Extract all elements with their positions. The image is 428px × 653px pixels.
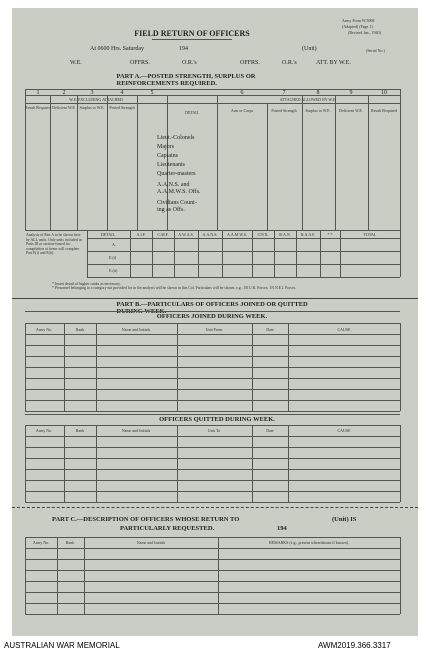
rank-majors: Majors (157, 144, 174, 150)
footnote-1: * Insert detail of higher ranks as necessary. (52, 281, 121, 286)
col-num-5: 5 (150, 90, 154, 96)
we-att: ATT. BY W.E. (316, 60, 351, 66)
analysis-head-aans: A.A.N.S. (202, 232, 218, 237)
footnote-2: * Personnel belonging to a category not provided for in the analysis will be shown in this Col. Particulars will be shown, e.g., 1R U.K. Forces; 1N N.E.I. Forces. (52, 286, 297, 290)
detail-header: DETAIL (184, 110, 200, 115)
part-a-title: PART A.—POSTED STRENGTH, SURPLUS OR REINFORCEMENTS REQUIRED. (116, 73, 256, 87)
col-head-9: Deficient W.E. (339, 108, 363, 113)
rank-captains: Captains (157, 153, 178, 159)
analysis-detail: DETAIL (100, 232, 116, 237)
part-c-year: 194 (277, 525, 287, 532)
part-c-col-rank: Rank (65, 540, 75, 545)
analysis-head-aif: A.I.F. (136, 232, 146, 237)
form-ref-3: (Revised Jan., 1940) (348, 30, 381, 35)
we-offrs-2: OFFRS. (240, 60, 260, 66)
rank-civilians-2: ing as Offs. (157, 207, 185, 213)
col-head-6: Arm or Corps (230, 108, 254, 113)
col-num-1: 1 (36, 90, 40, 96)
quitted-col-date: Date (266, 428, 274, 433)
col-head-8: Surplus to W.E. (305, 108, 331, 113)
we-offrs-1: OFFRS. (130, 60, 150, 66)
time-serial: (Serial No.) (366, 48, 385, 53)
col-head-7: Posted Strength (271, 108, 297, 113)
part-b-title: PART B.—PARTICULARS OF OFFICERS JOINED OR QUITTED DURING WEEK. (116, 301, 308, 315)
analysis-row-ei: E.(i) (109, 255, 117, 260)
we-label: W.E. (70, 60, 82, 66)
col-num-6: 6 (240, 90, 244, 96)
rank-aans: A.A.N.S. and (157, 182, 190, 188)
rank-aamws: A.A.M.W.S. Offs. (157, 189, 201, 195)
form-ref-1: Army Form W.3008 (342, 18, 375, 23)
analysis-row-eii: E.(ii) (109, 268, 118, 273)
quitted-col-name: Name and Initials (121, 428, 151, 433)
part-c-line2: PARTICULARLY REQUESTED. (120, 525, 215, 532)
quitted-col-unit-to: Unit To (207, 428, 221, 433)
we-ors-1: O.R.'s (182, 60, 197, 66)
col-num-3: 3 (90, 90, 94, 96)
analysis-note: Analysis of Part A to be shown here by ALL units. Only units included in Parts III or section-issued for compilation of items will complete Part E(i) and E(ii). (26, 233, 82, 256)
joined-col-cause: CAUSE (337, 327, 351, 332)
joined-col-name: Name and Initials (121, 327, 151, 332)
we-ors-2: O.R.'s (282, 60, 297, 66)
analysis-head-awas: A.W.A.S. (178, 232, 194, 237)
time-unit: (Unit) (302, 46, 317, 52)
col-num-4: 4 (120, 90, 124, 96)
rank-civilians: Civilians Count- (157, 200, 197, 206)
part-c-col-remarks: REMARKS (e.g., present whereabouts if known). (269, 540, 349, 545)
footer-accession: AWM2019.366.3317 (318, 641, 391, 650)
quitted-col-army-no: Army No. (35, 428, 53, 433)
col-num-2: 2 (62, 90, 66, 96)
col-head-4: Posted Strength (109, 105, 135, 110)
we-excluding-header: W.E. EXCLUDING ATTACHED (69, 97, 123, 102)
footer-bar (0, 641, 428, 653)
quitted-title: OFFICERS QUITTED DURING WEEK. (159, 416, 275, 423)
col-head-10: Result Required (371, 108, 397, 113)
rank-qm: Quarter-masters (157, 171, 196, 177)
footer-credit: AUSTRALIAN WAR MEMORIAL (4, 641, 120, 650)
quitted-col-cause: CAUSE (337, 428, 351, 433)
analysis-head-aamws: A.A.M.W.S. (227, 232, 247, 237)
joined-col-army-no: Army No. (35, 327, 53, 332)
col-head-3: Surplus to W.E. (79, 105, 105, 110)
joined-col-unit-from: Unit From (205, 327, 223, 332)
joined-col-date: Date (266, 327, 274, 332)
analysis-head-total: TOTAL (363, 232, 377, 237)
attached-header: ATTACHED ALLOWED BY W.E. (279, 97, 337, 102)
form-ref-2: (Adapted) (Page 1) (342, 24, 373, 29)
col-num-8: 8 (316, 90, 320, 96)
col-num-7: 7 (282, 90, 286, 96)
time-year: 194 (179, 46, 188, 52)
form-sheet (12, 8, 418, 636)
form-title: FIELD RETURN OF OFFICERS (134, 29, 250, 38)
analysis-head-other: * * (327, 232, 333, 237)
analysis-head-ran: R.A.N. (279, 232, 291, 237)
part-c-col-name: Name and Initials (136, 540, 166, 545)
col-head-1: Result Required (25, 105, 51, 110)
analysis-head-civil: CIVIL (257, 232, 269, 237)
part-c-line1: PART C.—DESCRIPTION OF OFFICERS WHOSE RETURN TO (52, 516, 240, 523)
analysis-row-a: A. (112, 242, 116, 247)
col-num-10: 10 (381, 90, 387, 96)
col-num-9: 9 (349, 90, 353, 96)
rank-lt-col: Lieut.-Colonels (157, 135, 195, 141)
part-c-line1-end: (Unit) IS (332, 516, 357, 523)
joined-col-rank: Rank (75, 327, 85, 332)
rank-lieutenants: Lieutenants (157, 162, 185, 168)
joined-title: OFFICERS JOINED DURING WEEK. (156, 313, 268, 320)
analysis-head-raaf: R.A.A.F. (300, 232, 316, 237)
part-c-col-army-no: Army No. (32, 540, 50, 545)
analysis-head-cmf: C.M.F. (157, 232, 169, 237)
quitted-col-rank: Rank (75, 428, 85, 433)
col-head-2: Deficient W.E. (52, 105, 76, 110)
time-prefix: At 0600 Hrs. Saturday (90, 46, 144, 52)
